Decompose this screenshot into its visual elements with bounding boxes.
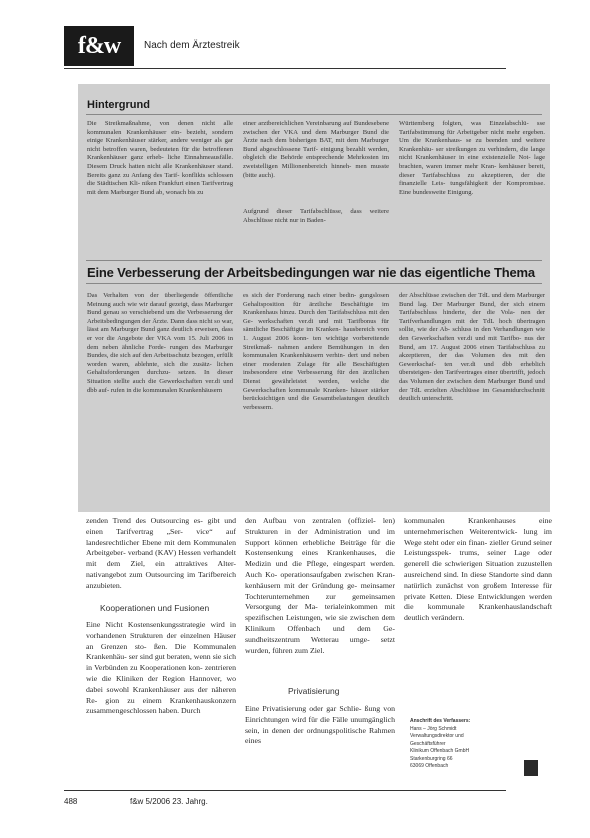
box-column-1-text: Die Streikmaßnahme, von denen nicht alle kommunalen Krankenhäuser ein- bezieht, sondern einige Krankenhäuser stärker, andere weniger als gar nicht betroffen waren, bedeuteten für die betroffenen Krankenhäuser ganz erheb- liche Einnahmeausfälle. Diesem Druck hatten nicht alle Krankenhäuser stand. Bereits ganz zu Anfang des Tarif- konflikts schlossen die Städtischen Kli- niken Frankfurt einen Tarifvertrag mit dem Marburger Bund ab, wonach bis zu (87, 120, 233, 196)
body-column-1-text: zenden Trend des Outsourcing es- gibt und einen Tarifvertrag „Ser- vice“ auf landesrechtlicher Ebene mit dem Kommunalen Arbeitgeber- verband (KAV) Hessen verhandelt mit dem Ziel, ein attraktives Alter- nativangebot zum Outsourcing im Tarifbereich anzubieten. (86, 516, 236, 590)
box-column-3-text: Württemberg folgten, was Einzelabschlü- sse Tarifabstimmung für Arbeitgeber nicht mehr ergeben. Um die Krankenhaus- se zu beenden und weitere Krankenhäu- ser streikungen zu verhindern, die lange nicht Krankenhäuser in eine existenzielle Not- lage brachten, waren immer mehr Kran- kenhäuser bereit, dieser Tarifabschluss zu akzeptieren, der die finanzielle Leis- tungsfähigkeit der Kompromisse. Eine bundesweite Einigung. (399, 120, 545, 196)
box-column-3-text-b: der Abschlüsse zwischen der TdL und dem Marburger Bund lag. Der Marburger Bund, der sich einem Tarifabschluss hinderte, der die Vola- nen der Tarifverhandlungen mit der TdL hoch übertragen sollte, wie der Ab- schluss in den Verhandlungen wie den Gewerkschaften ver.di und mit Tarifbo- nus der Bund, am 17. August 2006 einen Tarifabschluss zu akzeptieren, der das Volumen des mit den Gewerkschaf- ten ver.di und dbb erheblich übersteigen- den Tarifvertrages einer übertrifft, jedoch das Volumen der zwischen dem Marburger Bund und der TdL erzielten Abschlüsse im Gesamtdurchschnitt deutlich unterschritt. (399, 292, 545, 403)
body-column-2-text: den Aufbau von zentralen (offiziel- len) Strukturen in der Administration und im Support können erhebliche Beiträge für die Kostensenkung eines Krankenhauses, die Medizin und die Pflege, eingespart werden. Auch Ko- operationsaufgaben zwischen Kran- kenhäusern mit der Gründung ge- meinsamer Tochterunternehmen zur gemeinsamen Versorgung der Ma- terialeinkommen mit spezifischen Leistungen, wie sie zwischen dem Klinikum Offenbach und dem Ge- sundheitszentrum Wetterau umge- setzt wurden, führen zum Ziel. (245, 516, 395, 655)
end-mark-square (524, 760, 538, 776)
box-column-1-text-b: Das Verhalten von der überliegende öffentliche Meinung auch wie wir darauf gezeigt, dass Marburger Bund genau so verschiebend um die Verbesserung der Arbeitsbedingungen der Ärzte. Dann dass nicht so war, lässt am Marburger Bund ganz deutlich erweisen, dass er vor die Angebote der VKA vom 15. Juli 2006 in dem neben ähnliche Forde- rungen des Marburger Bundes, die sich auf den Arbeitsschutz bezogen, erfüllt worden waren, ablehnte, sich die zusätz- lichen Gehaltsforderungen durchzu- setzen. In dieser Situation stellte auch die Gewerkschaften ver.di und dbb auf- rufen in die kommunalen Krankenhäusern (87, 292, 233, 394)
author-line: Starkenburgring 66 (410, 755, 453, 762)
subheading-privatisierung: Privatisierung (288, 686, 340, 696)
box-column-2-text-c: es sich der Forderung nach einer bedin- gungslosen Gehaltsposition für ärztliche Beschäftigte im Krankenhaus hinzu. Durch den Tarifabschluss mit den Ge- werkschaften ver.di und mit Tarifbonus für sämtliche Beschäftigte im Kranken- hausbereich vom 1. August 2006 konn- ten wichtige vorbereitende Streikmaß- nahmen andere Bemühungen in den kommunalen Krankenhäusern verhin- dert und neben einer moderaten Zulage für alle Beschäftigten insbesondere eine Verbesserung für den ärztlichen Dienst gewährleistet werden, welche die Gewerkschaften kommunale Kranken- häuser stärker berücksichtigen und die Gesamtbelastungen deutlich verbessern. (243, 292, 389, 411)
author-address-title: Anschrift des Verfassers: (410, 718, 471, 724)
body-column-2-text-b: Eine Privatisierung oder gar Schlie- ßung von Einrichtungen wird für die Fälle unumgänglich sein, in denen der ordnungspolitische Rahmen eines (245, 704, 395, 746)
box-column-2-text: einer arztbereichlichen Vereinbarung auf Bundesebene zwischen der VKA und dem Marburger Bund die Ärzte nach dem bisherigen BAT, mit dem Marburger Bund abgeschlossene Tarif- einigung bezahlt werden, obgleich die Behörde entsprechende Mehrkosten im zweistelligen Millionenbereich hinneh- men musste (bitte auch). (243, 120, 389, 179)
author-line: 63069 Offenbach (410, 763, 449, 769)
box-divider-mid2 (86, 283, 542, 284)
box-heading-background: Hintergrund (87, 99, 150, 111)
section-title: Nach dem Ärztestreik (144, 40, 240, 51)
author-line: Verwaltungsdirektor und Geschäftsführer (410, 733, 464, 747)
body-column-3-text: kommunalen Krankenhauses eine unternehmerischen Weiterentwick- lung im Wege steht oder ein finan- zieller Grund seiner Leistungsspek- trums, seiner Lage oder generell die schwierigen Situation zuzustellen ausreichend sind. In diese Standorte sind dann natürlich zunächst von großem Interesse für private Ketten. Diese Entwicklungen werden die kommunale Krankenhauslandschaft deutlich verändern. (404, 516, 552, 623)
box-heading-main: Eine Verbesserung der Arbeitsbedingungen war nie das eigentliche Thema (87, 265, 535, 280)
page-number: 488 (64, 797, 78, 806)
subheading-kooperationen: Kooperationen und Fusionen (100, 603, 210, 613)
journal-citation: f&w 5/2006 23. Jahrg. (130, 797, 208, 806)
footer-divider (64, 790, 506, 791)
journal-logo: f&w (64, 26, 134, 66)
body-column-1-text-b: Eine Nicht Kostensenkungsstrategie wird in vorhandenen Strukturen der einzelnen Häuser an Grenzen sto- ßen. Die Kommunalen Krankenhäu- ser sind gut beraten, wenn sie sich in Verbünden zu Kooperationen kon- zentrieren wie die Kliniken der Region Hannover, wo dabei sowohl Krankenhäuser aus der näheren Re- gion zu einem Krankenhauskonzern zusammengeschlossen haben. Durch (86, 620, 236, 716)
header-divider (64, 68, 506, 69)
box-divider-top (86, 114, 542, 115)
box-column-2-text-b: Aufgrund dieser Tarifabschlüsse, dass weitere Abschlüsse nicht nur in Baden- (243, 208, 389, 224)
author-line: Hans – Jörg Schmidt (410, 725, 457, 732)
box-divider-mid (86, 260, 542, 261)
author-address (410, 718, 500, 771)
author-line: Klinikum Offenbach GmbH (410, 748, 470, 754)
